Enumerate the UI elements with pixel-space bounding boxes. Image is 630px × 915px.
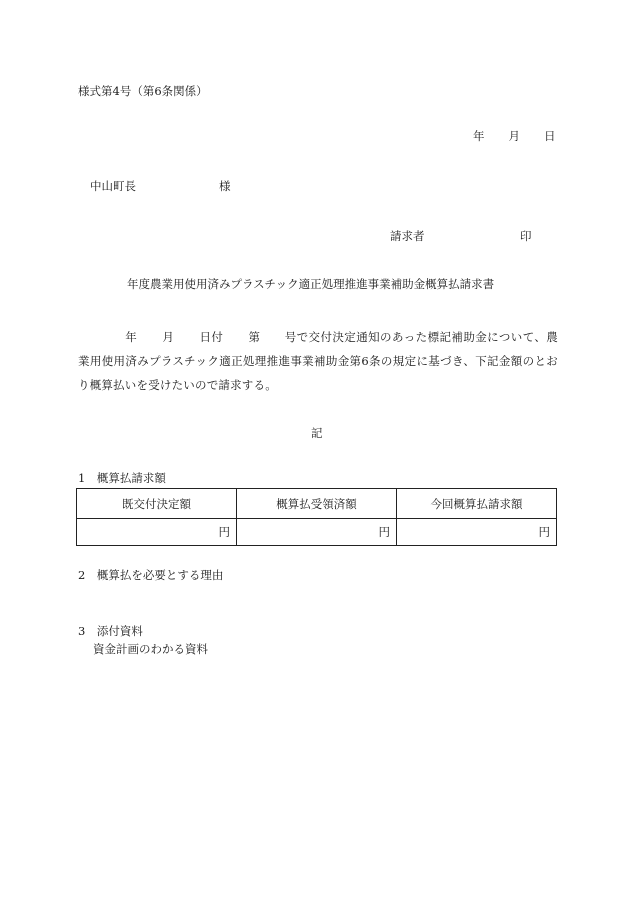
- date-day: 日: [544, 129, 556, 143]
- amount-value-row: [77, 519, 557, 546]
- yen-unit: 円: [538, 525, 550, 539]
- col-kofu-kettei: 既交付決定額: [77, 489, 237, 519]
- col-konkai-seikyu: 今回概算払請求額: [397, 489, 557, 519]
- body-day: 日付: [199, 330, 224, 344]
- date-month: 月: [508, 129, 520, 143]
- yen-unit: 円: [378, 525, 390, 539]
- yen-unit: 円: [218, 525, 230, 539]
- body-text: 号で交付決定通知のあった標記補助金について、農業用使用済みプラスチック適正処理推進事業補助金第6条の規定に基づき、下記金額のとおり概算払いを受けたいので請求する。: [78, 330, 559, 392]
- section3-item: 資金計画のわかる資料: [93, 642, 208, 656]
- date-line: [473, 131, 556, 143]
- amount-cell-1: [77, 519, 237, 546]
- date-year: 年: [473, 129, 485, 143]
- section1-heading: 1 概算払請求額: [78, 471, 166, 485]
- addressee-name: 中山町長: [90, 179, 136, 193]
- addressee-honorific: 様: [219, 179, 231, 193]
- body-dai: 第: [248, 330, 261, 344]
- amount-cell-2: [237, 519, 397, 546]
- body-year: 年: [125, 330, 138, 344]
- form-id: 様式第4号（第6条関係）: [78, 84, 208, 98]
- ki-label: 記: [311, 426, 323, 440]
- amount-cell-3: [397, 519, 557, 546]
- amount-table: [76, 488, 557, 546]
- requester-label: 請求者: [390, 229, 425, 243]
- col-juryo-zumi: 概算払受領済額: [237, 489, 397, 519]
- section3-heading: 3 添付資料: [78, 624, 143, 638]
- body-paragraph: [78, 325, 558, 397]
- requester-seal: 印: [520, 229, 532, 243]
- document-title: 年度農業用使用済みプラスチック適正処理推進事業補助金概算払請求書: [127, 277, 495, 291]
- section2-heading: 2 概算払を必要とする理由: [78, 568, 224, 582]
- body-month: 月: [162, 330, 175, 344]
- amount-header-row: [77, 489, 557, 519]
